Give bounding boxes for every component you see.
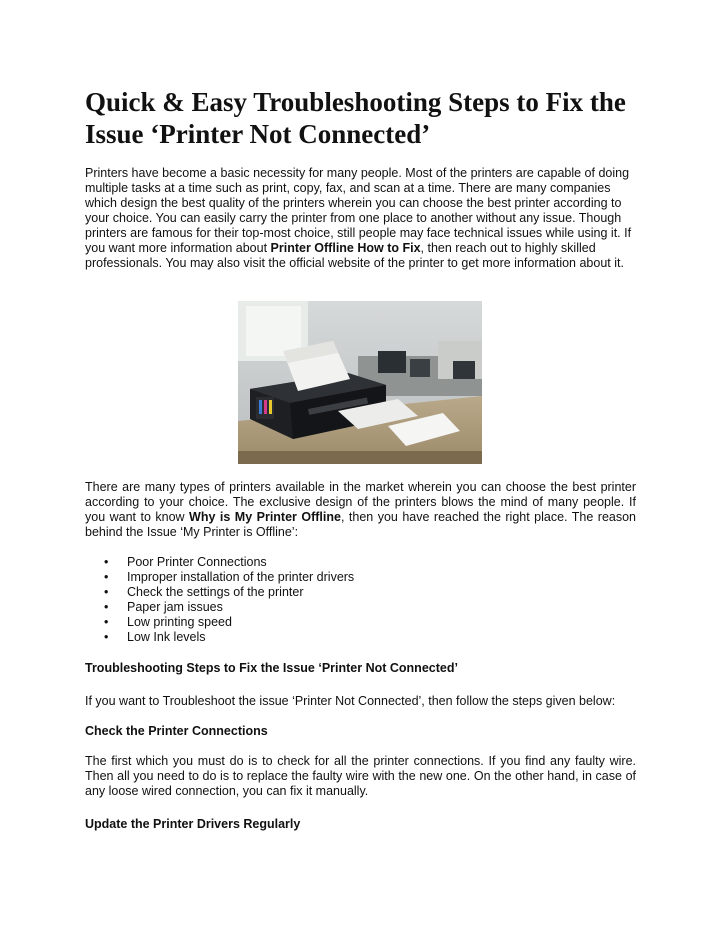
troubleshooting-heading: Troubleshooting Steps to Fix the Issue ‘Printer Not Connected’ xyxy=(85,661,458,675)
bullet: • xyxy=(104,585,109,599)
bullet: • xyxy=(104,570,109,584)
bullet: • xyxy=(104,555,109,569)
check-connections-heading: Check the Printer Connections xyxy=(85,724,268,738)
list-item xyxy=(85,630,354,645)
troubleshooting-paragraph: If you want to Troubleshoot the issue ‘Printer Not Connected’, then follow the steps given below: xyxy=(85,694,616,708)
bullet: • xyxy=(104,600,109,614)
list-item xyxy=(85,615,354,630)
page-title: Quick & Easy Troubleshooting Steps to Fix the Issue ‘Printer Not Connected’ xyxy=(85,87,626,149)
list-item-text: Low printing speed xyxy=(127,615,232,629)
intro-paragraph xyxy=(85,166,636,271)
types-text-a: There are many types of printers available in the market wherein you can choose the best printer according to your choice. The exclusive design of the printers blows the mind of many people. If you want to know xyxy=(85,480,636,524)
bullet: • xyxy=(104,630,109,644)
list-item-text: Check the settings of the printer xyxy=(127,585,304,599)
printer-photo xyxy=(238,301,482,464)
update-drivers-heading: Update the Printer Drivers Regularly xyxy=(85,817,301,831)
types-text-b: , then you have reached the right place. The reason behind the Issue ‘My Printer is Offline’: xyxy=(85,510,636,539)
types-bold-phrase: Why is My Printer Offline xyxy=(189,510,341,524)
list-item-text: Poor Printer Connections xyxy=(127,555,267,569)
bullet: • xyxy=(104,615,109,629)
list-item xyxy=(85,555,354,570)
check-connections-paragraph: The first which you must do is to check for all the printer connections. If you find any faulty wire. Then all you need to do is to replace the faulty wire with the new one. On the other hand, in case of any loose wired connection, you can fix it manually. xyxy=(85,754,636,798)
list-item xyxy=(85,570,354,585)
reasons-list xyxy=(85,555,354,645)
intro-bold-phrase: Printer Offline How to Fix xyxy=(270,241,421,255)
printer-types-paragraph xyxy=(85,480,636,540)
list-item-text: Paper jam issues xyxy=(127,600,223,614)
list-item xyxy=(85,585,354,600)
intro-text-a: Printers have become a basic necessity for many people. Most of the printers are capable of doing multiple tasks at a time such as print, copy, fax, and scan at a time. There are many companies which design the best quality of the printers wherein you can choose the best printer according to your choice. You can easily carry the printer from one place to another without any issue. Though printers are famous for their top-most choice, still people may face technical issues while using it. If you want more information about xyxy=(85,166,632,255)
list-item-text: Low Ink levels xyxy=(127,630,206,644)
intro-text-b: , then reach out to highly skilled professionals. You may also visit the official website of the printer to get more information about it. xyxy=(85,241,624,270)
list-item xyxy=(85,600,354,615)
list-item-text: Improper installation of the printer drivers xyxy=(127,570,355,584)
